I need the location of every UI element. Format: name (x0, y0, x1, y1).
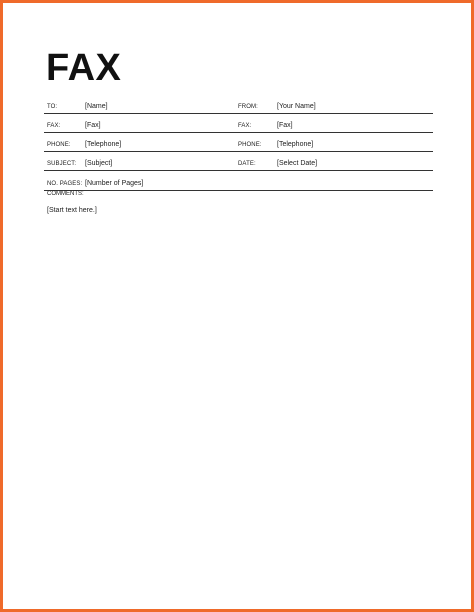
from-label: FROM: (238, 104, 258, 110)
fax-title: FAX (46, 47, 122, 89)
subject-value[interactable]: [Subject] (85, 160, 113, 167)
row-fax (44, 114, 433, 133)
row-phone (44, 133, 433, 152)
phone-to-label: PHONE: (47, 142, 71, 148)
phone-to-value[interactable]: [Telephone] (85, 141, 122, 148)
phone-from-value[interactable]: [Telephone] (277, 141, 314, 148)
pages-value[interactable]: [Number of Pages] (85, 180, 144, 187)
fax-header-form (44, 95, 433, 191)
fax-to-value[interactable]: [Fax] (85, 122, 101, 129)
comments-label: COMMENTS: (47, 191, 84, 197)
to-value[interactable]: [Name] (85, 103, 108, 110)
subject-label: SUBJECT: (47, 161, 77, 167)
fax-from-value[interactable]: [Fax] (277, 122, 293, 129)
phone-from-label: PHONE: (238, 142, 262, 148)
date-label: DATE: (238, 161, 256, 167)
row-to-from (44, 95, 433, 114)
from-value[interactable]: [Your Name] (277, 103, 316, 110)
row-pages (44, 171, 433, 191)
fax-from-label: FAX: (238, 123, 252, 129)
comments-body[interactable]: [Start text here.] (47, 207, 97, 214)
to-label: TO: (47, 104, 58, 110)
row-subject-date (44, 152, 433, 171)
fax-to-label: FAX: (47, 123, 61, 129)
date-value[interactable]: [Select Date] (277, 160, 318, 167)
pages-label: NO. PAGES: (47, 181, 83, 187)
